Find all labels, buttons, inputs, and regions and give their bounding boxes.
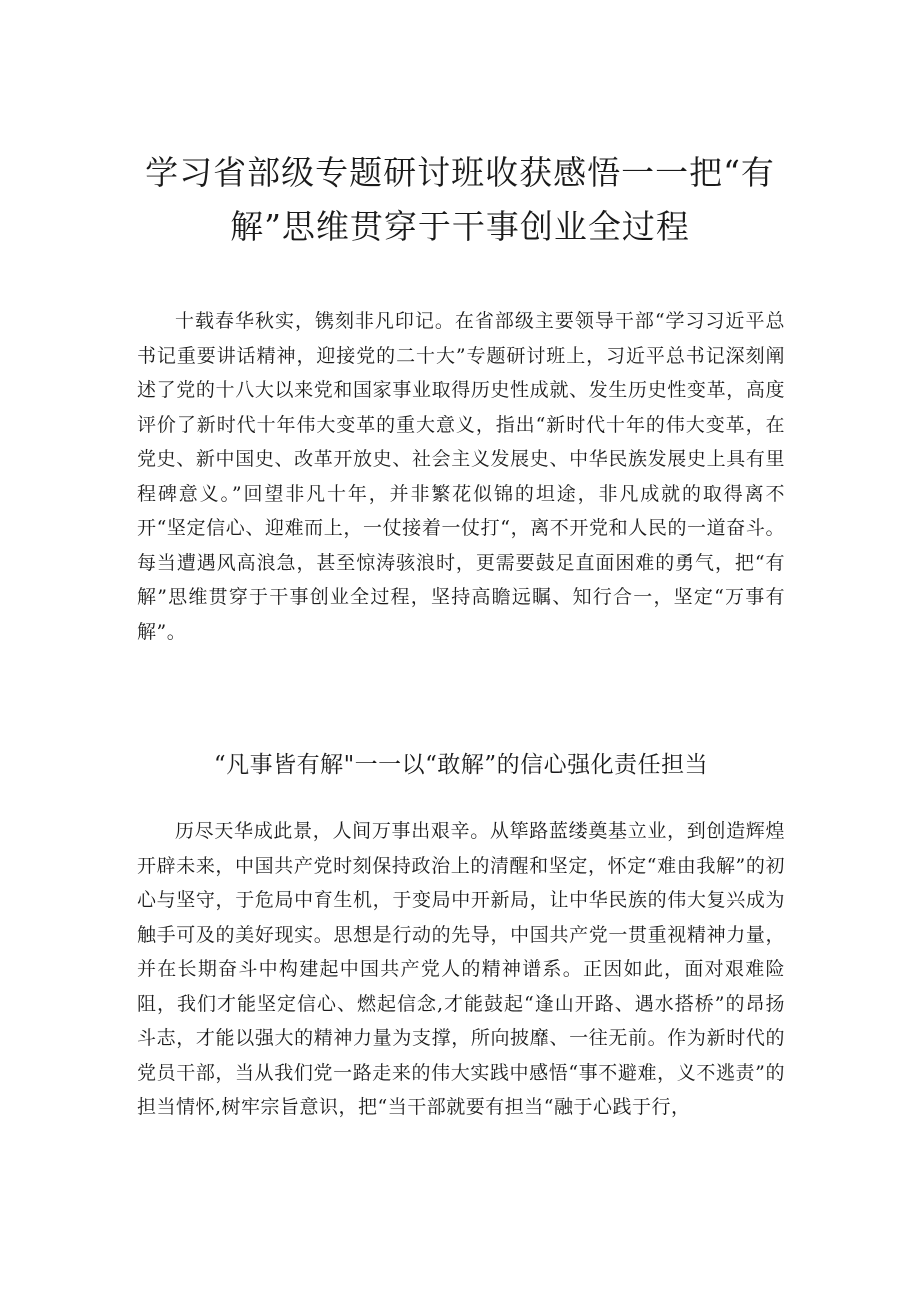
section-paragraph: 历尽天华成此景，人间万事出艰辛。从筚路蓝缕奠基立业，到创造辉煌开辟未来，中国共产党时刻保持政治上的清醒和坚定，怀定“难由我解”的初心与坚守，于危局中育生机，于变局中开新局，让中华民族的伟大复兴成为触手可及的美好现实。思想是行动的先导，中国共产党一贯重视精神力量，并在长期奋斗中构建起中国共产党人的精神谱系。正因如此，面对艰难险阻，我们才能坚定信心、燃起信念,才能鼓起“逢山开路、遇水搭桥”的昂扬斗志，才能以强大的精神力量为支撑，所向披靡、一往无前。作为新时代的党员干部，当从我们党一路走来的伟大实践中感悟“事不避难，义不逃责”的担当情怀,树牢宗旨意识，把“当干部就要有担当“融于心践于行， bbox=[137, 820, 785, 1118]
document-title bbox=[130, 146, 790, 254]
section-heading: “凡事皆有解"一一以“敢解”的信心强化责任担当 bbox=[213, 752, 709, 778]
title-line-2: 解”思维贯穿于干事创业全过程 bbox=[230, 207, 690, 246]
title-line-1: 学习省部级专题研讨班收获感悟一一把“有 bbox=[145, 153, 775, 192]
intro-paragraph: 十载春华秋实，镌刻非凡印记。在省部级主要领导干部“学习习近平总书记重要讲话精神，迎接党的二十大”专题研讨班上，习近平总书记深刻阐述了党的十八大以来党和国家事业取得历史性成就、发生历史性变革，高度评价了新时代十年伟大变革的重大意义，指出“新时代十年的伟大变革，在党史、新中国史、改革开放史、社会主义发展史、中华民族发展史上具有里程碑意义。”回望非凡十年，并非繁花似锦的坦途，非凡成就的取得离不开“坚定信心、迎难而上，一仗接着一仗打“，离不开党和人民的一道奋斗。每当遭遇风高浪急，甚至惊涛骇浪时，更需要鼓足直面困难的勇气，把“有解”思维贯穿于干事创业全过程，坚持高瞻远瞩、知行合一，坚定“万事有解”。 bbox=[137, 310, 785, 643]
